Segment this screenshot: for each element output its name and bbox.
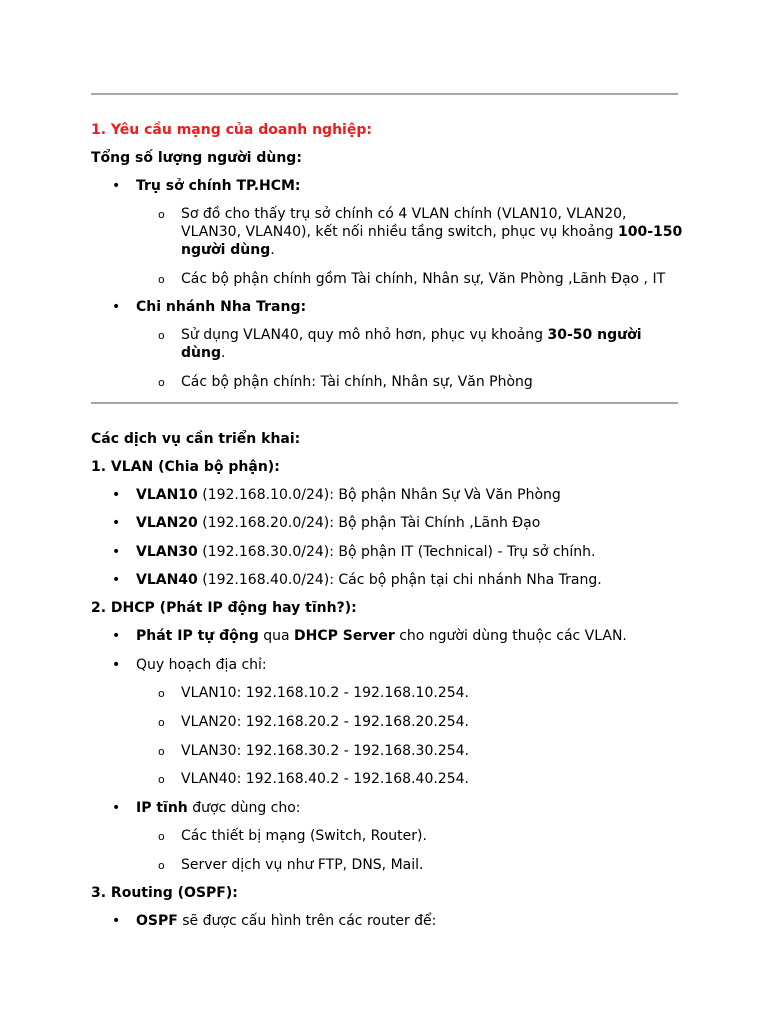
bullet-icon: • <box>112 487 121 503</box>
dhcp-heading: 2. DHCP (Phát IP động hay tĩnh?): <box>91 600 357 616</box>
bullet-icon: • <box>112 628 121 644</box>
circle-bullet-icon: o <box>158 773 165 786</box>
bullet-icon: • <box>112 572 121 588</box>
document-page: 1. Yêu cầu mạng của doanh nghiệp: Tổng số lượng người dùng: • Trụ sở chính TP.HCM: o Sơ đồ cho thấy trụ sở chính có 4 VLAN chính (VLAN10, VLAN20, VLAN30, VLAN40), kết nối nhiều tầng switch, phục vụ khoảng 100-150 người dùng. o Các bộ phận chính gồm Tài chính, Nhân sự, Văn Phòng ,Lãnh Đạo , IT • Chi nhánh Nha Trang: o Sử dụng VLAN40, quy mô nhỏ hơn, phục vụ khoảng 30-50 người dùng. o Các bộ phận chính: Tài chính, Nhân sự, Văn Phòng Các dịch vụ cần triển khai: 1. VLAN (Chia bộ phận): • VLAN10 (192.168.10.0/24): Bộ phận Nhân Sự Và Văn Phòng • VLAN20 (192.168.20.0/24): Bộ phận Tài Chính ,Lãnh Đạo • VLAN30 (192.168.30.0/24): Bộ phận IT (Technical) - Trụ sở chính. • VLAN40 (192.168.40.0/24): Các bộ phận tại chi nhánh Nha Trang. 2. DHCP (Phát IP động hay tĩnh?): • Phát IP tự động qua DHCP Server cho người dùng thuộc các VLAN. • Quy hoạch địa chỉ: o VLAN10: 192.168.10.2 - 192.168.10.254. o VLAN20: 192.168.20.2 - 192.168.20.254. o VLAN30: 192.168.30.2 - 192.168.30.254. o VLAN40: 192.168.40.2 - 192.168.40.254. • IP tĩnh được dùng cho: o Các thiết bị mạng (Switch, Router). o Server dịch vụ như FTP, DNS, Mail. 3. Routing (OSPF): • OSPF sẽ được cấu hình trên các router để: <box>0 0 768 1024</box>
services-title: Các dịch vụ cần triển khai: <box>91 431 301 447</box>
circle-bullet-icon: o <box>158 716 165 729</box>
bullet-icon: • <box>112 515 121 531</box>
circle-bullet-icon: o <box>158 273 165 286</box>
bullet-icon: • <box>112 913 121 929</box>
branch-label: Chi nhánh Nha Trang: <box>136 299 307 315</box>
users-title: Tổng số lượng người dùng: <box>91 150 302 166</box>
circle-bullet-icon: o <box>158 376 165 389</box>
circle-bullet-icon: o <box>158 859 165 872</box>
hq-label: Trụ sở chính TP.HCM: <box>136 178 301 194</box>
routing-heading: 3. Routing (OSPF): <box>91 885 238 901</box>
horizontal-rule <box>91 402 678 404</box>
circle-bullet-icon: o <box>158 830 165 843</box>
circle-bullet-icon: o <box>158 329 165 342</box>
bullet-icon: • <box>112 299 121 315</box>
bullet-icon: • <box>112 178 121 194</box>
bullet-icon: • <box>112 544 121 560</box>
bullet-icon: • <box>112 657 121 673</box>
requirements-heading: 1. Yêu cầu mạng của doanh nghiệp: <box>91 122 372 138</box>
bullet-icon: • <box>112 800 121 816</box>
vlan-heading: 1. VLAN (Chia bộ phận): <box>91 459 280 475</box>
horizontal-rule <box>91 93 678 95</box>
circle-bullet-icon: o <box>158 208 165 221</box>
circle-bullet-icon: o <box>158 687 165 700</box>
circle-bullet-icon: o <box>158 745 165 758</box>
